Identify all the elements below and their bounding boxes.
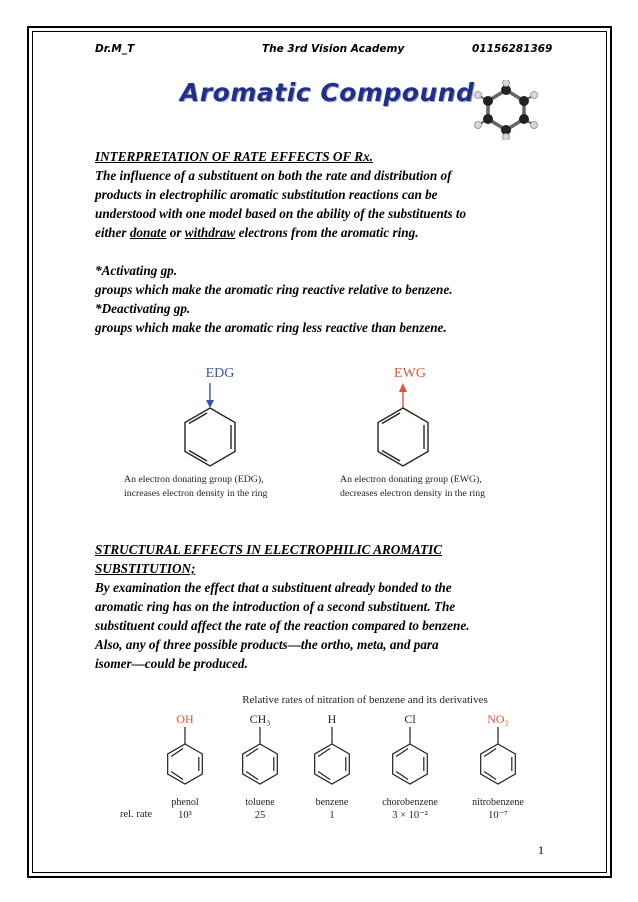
donate-word: donate [129,225,167,240]
edg-label: EDG [205,366,235,381]
ring-double-bond [396,772,408,780]
deactivating-desc: groups which make the aromatic ring less reactive than benzene. [95,320,447,335]
edg-caption-2: increases electron density in the ring [124,488,268,499]
substituent-label: CH₃ [249,712,271,726]
ewg-caption-2: decreases electron density in the ring [340,488,485,499]
ring-double-bond [171,772,183,780]
section2-heading-line1: STRUCTURAL EFFECTS IN ELECTROPHILIC AROMATIC [95,542,443,557]
ewg-caption-1: An electron donating group (EWG), [340,474,482,485]
section2-line1: By examination the effect that a substituent already bonded to the [95,580,452,595]
ring-double-bond [171,749,183,757]
benzene-molecule-icon [472,80,540,140]
edg-benzene-ring [185,408,235,466]
section2-heading-line2: SUBSTITUTION; [95,561,196,576]
section1-line3: understood with one model based on the ability of the substituents to [95,206,467,221]
relative-rate-value: 10⁻⁷ [488,810,508,821]
compound-name: chorobenzene [382,797,438,808]
benzene-ring [481,744,516,784]
activating-desc: groups which make the aromatic ring reactive relative to benzene. [95,282,453,297]
header-phone: 01156281369 [472,43,553,55]
header-academy: The 3rd Vision Academy [262,43,405,55]
deactivating-label: *Deactivating gp. [95,301,191,316]
activating-label: *Activating gp. [95,263,178,278]
figure2-title: Relative rates of nitration of benzene and its derivatives [242,694,488,706]
ring-double-bond [246,749,258,757]
ring-double-bond [246,772,258,780]
page-number: 1 [538,843,544,857]
withdraw-word: withdraw [184,225,236,240]
rel-rate-label: rel. rate [120,809,153,820]
ring-double-bond [484,772,496,780]
section2-line3: substituent could affect the rate of the reaction compared to benzene. [95,618,470,633]
benzene-ring [168,744,203,784]
compound-benzene [315,712,350,821]
relative-rate-value: 25 [254,810,266,821]
section2-line2: aromatic ring has on the introduction of a second substituent. The [95,599,456,614]
substituent-label: NO₂ [487,712,509,726]
edg-caption-1: An electron donating group (EDG), [124,474,264,485]
line4-part-b: or [166,225,185,240]
compound-toluene [243,712,278,821]
section2-line4: Also, any of three possible products—the ortho, meta, and para [95,637,439,652]
relative-rate-value: 10³ [178,810,192,821]
header-author: Dr.M_T [95,43,135,55]
compound-name: phenol [171,797,199,808]
relative-rate-value: 1 [329,810,335,821]
ewg-label: EWG [394,366,426,381]
section1-line4 [95,223,419,242]
substituent-label: Cl [404,712,416,726]
section1-line2: products in electrophilic aromatic substitution reactions can be [95,187,438,202]
edg-ewg-figure [100,350,540,520]
substituent-label: OH [176,712,194,726]
compound-phenol [168,712,203,821]
benzene-ring [393,744,428,784]
ring-double-bond [318,772,330,780]
edg-arrowhead [206,400,214,408]
ring-double-bond [396,749,408,757]
relative-rate-value: 3 × 10⁻² [392,810,428,821]
ring-double-bond [484,749,496,757]
compound-nitrobenzene [472,712,524,821]
section1-line1: The influence of a substituent on both the rate and distribution of [95,168,452,183]
section2-line5: isomer—could be produced. [95,656,248,671]
compound-name: benzene [315,797,349,808]
compound-chorobenzene [382,712,438,821]
compound-name: toluene [245,797,275,808]
ewg-arrowhead [399,383,407,392]
page-title: Aromatic Compound [180,78,475,107]
ewg-benzene-ring [378,408,428,466]
line4-part-c: electrons from the aromatic ring. [235,225,419,240]
nitration-rates-figure [120,690,560,830]
benzene-ring [243,744,278,784]
line4-part-a: either [95,225,130,240]
ring-double-bond [318,749,330,757]
compound-name: nitrobenzene [472,797,524,808]
substituent-label: H [327,712,337,726]
section1-heading: INTERPRETATION OF RATE EFFECTS OF Rx. [95,149,373,164]
benzene-ring [315,744,350,784]
